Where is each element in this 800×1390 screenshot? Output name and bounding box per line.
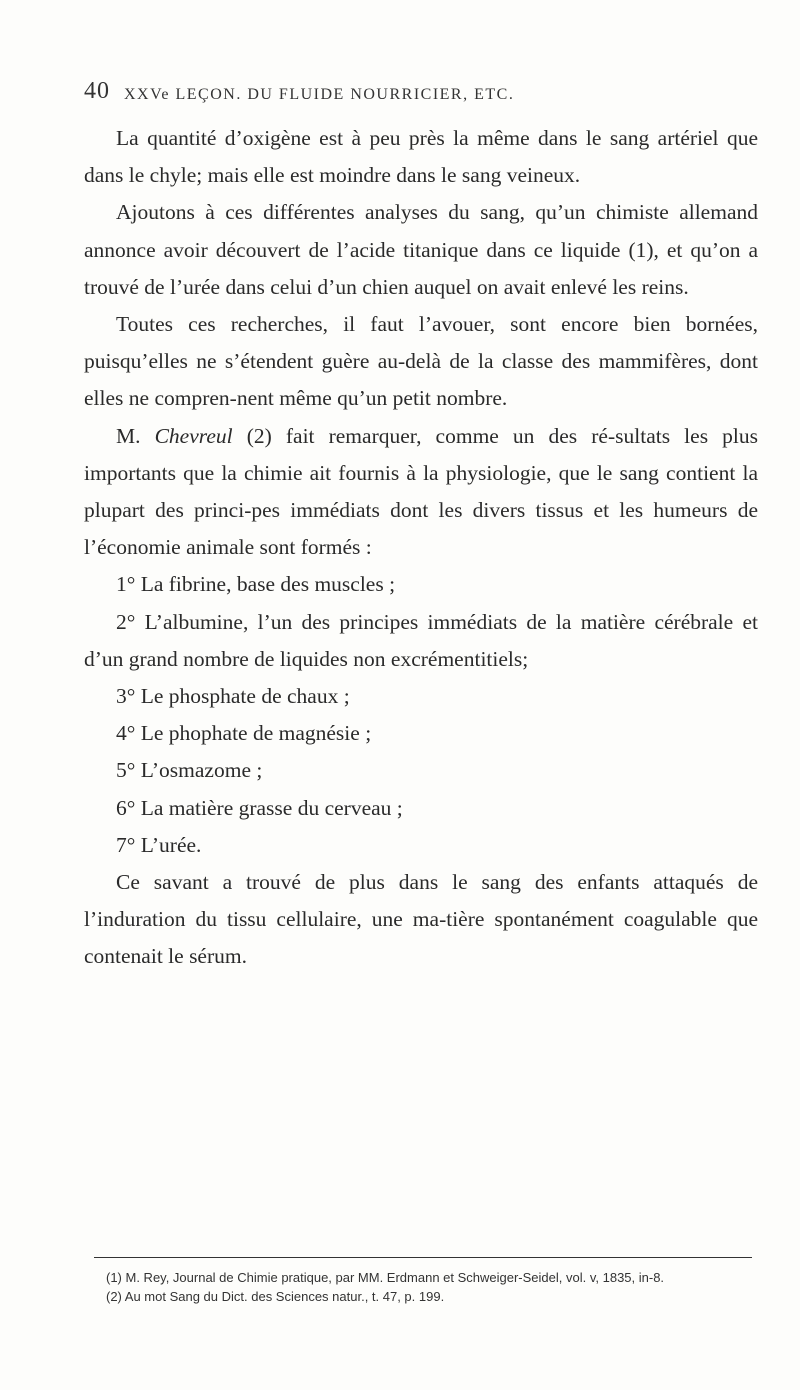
running-title: XXVe LEÇON. DU FLUIDE NOURRICIER, ETC. (124, 86, 515, 103)
footnote-1: (1) M. Rey, Journal de Chimie pratique, par MM. Erdmann et Schweiger-Seidel, vol. v, 1835, in-8. (106, 1270, 665, 1285)
list-item-albumine: 2° L’albumine, l’un des principes immédiats de la matière cérébrale et d’un grand nombre de liquides non excrémentitiels; (84, 609, 758, 671)
list-item-osmazome: 5° L’osmazome ; (116, 758, 263, 783)
paragraph-closing: Ce savant a trouvé de plus dans le sang des enfants attaqués de l’induration du tissu cellulaire, une ma-tière spontanément coagulable que contenait le sérum. (84, 870, 758, 969)
chevreul-prefix: M. (116, 423, 141, 448)
list-item-matiere-grasse: 6° La matière grasse du cerveau ; (116, 795, 403, 820)
footnote-divider (94, 1257, 752, 1258)
paragraph-titanic-acid: Ajoutons à ces différentes analyses du sang, qu’un chimiste allemand annonce avoir découvert de l’acide titanique dans ce liquide (1), et qu’on a trouvé de l’urée dans celui d’un chien auquel on avait enlevé les reins. (84, 200, 758, 299)
paragraph-oxygen: La quantité d’oxigène est à peu près la même dans le sang artériel que dans le chyle; mais elle est moindre dans le sang veineux. (84, 126, 758, 188)
footnote-2: (2) Au mot Sang du Dict. des Sciences natur., t. 47, p. 199. (106, 1289, 445, 1304)
list-item-uree: 7° L’urée. (116, 832, 202, 857)
main-text (84, 120, 758, 976)
paragraph-chevreul (84, 418, 758, 567)
footnotes (98, 1268, 758, 1306)
paragraph-research-limits: Toutes ces recherches, il faut l’avouer, sont encore bien bornées, puisqu’elles ne s’étendent guère au-delà de la classe des mammifères, dont elles ne compren-nent même qu’un petit nombre. (84, 312, 758, 411)
page-header (84, 78, 764, 118)
list-item-fibrine: 1° La fibrine, base des muscles ; (116, 572, 396, 597)
list-item-phosphate-magnesie: 4° Le phophate de magnésie ; (116, 721, 372, 746)
list-item-phosphate-chaux: 3° Le phosphate de chaux ; (116, 684, 350, 709)
chevreul-text: (2) fait remarquer, comme un des ré-sultats les plus importants que la chimie ait fournis à la physiologie, que le sang contient la plupart des princi-pes immédiats dont les divers tissus et les humeurs de l’économie animale sont formés : (84, 423, 758, 560)
chevreul-name: Chevreul (154, 423, 233, 448)
page-number: 40 (84, 78, 110, 104)
